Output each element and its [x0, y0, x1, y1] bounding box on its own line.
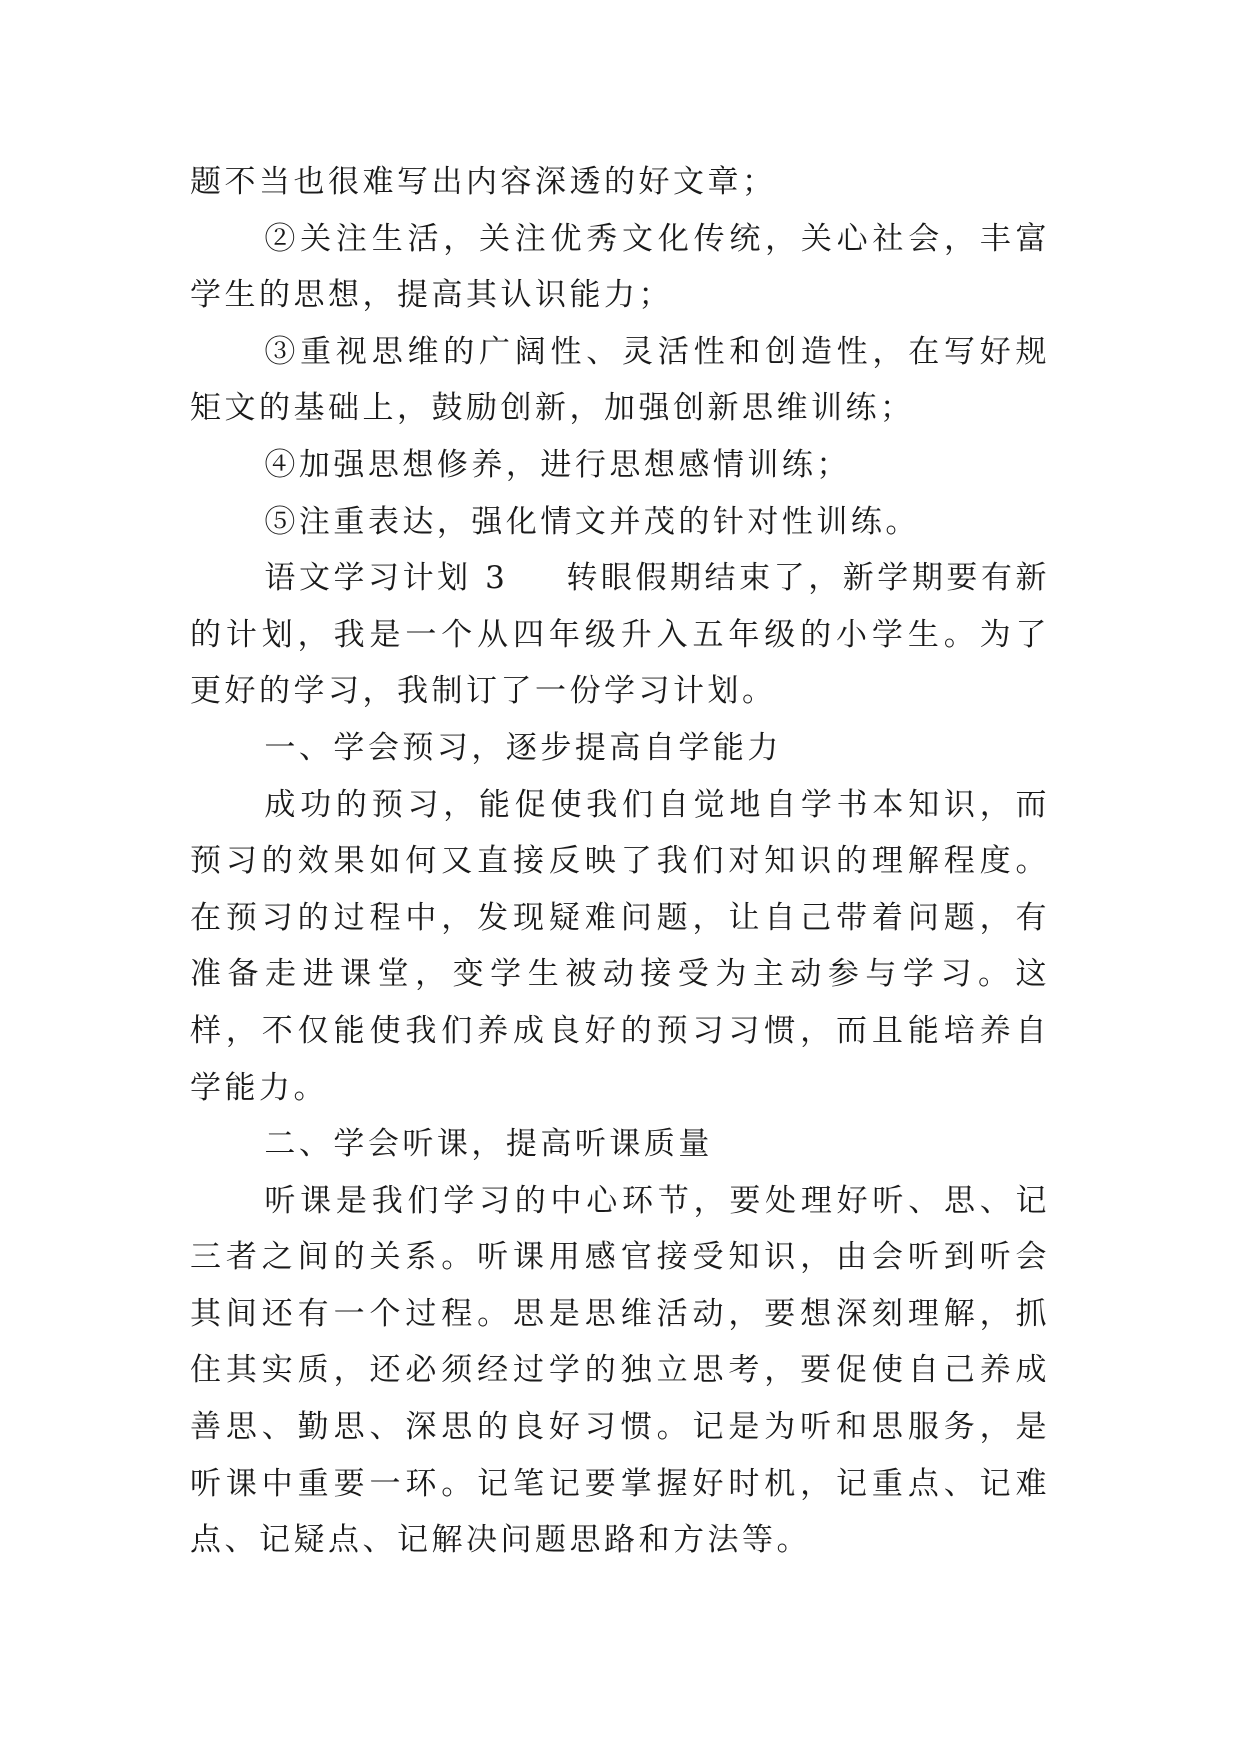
paragraph-2: ②关注生活，关注优秀文化传统，关心社会，丰富学生的思想，提高其认识能力； — [190, 220, 1050, 314]
paragraph-preview: 成功的预习，能促使我们自觉地自学书本知识，而预习的效果如何又直接反映了我们对知识的理解程度。在预习的过程中，发现疑难问题，让自己带着问题，有准备走进课堂，变学生被动接受为主动参与学习。这样，不仅能使我们养成良好的预习习惯，而且能培养自学能力。 — [190, 786, 1050, 1106]
section-title: 语文学习计划 3 — [264, 560, 509, 597]
paragraph-5: ⑤注重表达，强化情文并茂的针对性训练。 — [264, 503, 920, 540]
paragraph-1: 题不当也很难写出内容深透的好文章； — [190, 164, 777, 200]
heading-listening: 二、学会听课，提高听课质量 — [264, 1126, 713, 1163]
heading-preview: 一、学会预习，逐步提高自学能力 — [264, 729, 782, 766]
section-paragraph — [190, 550, 1050, 720]
section-intro: 转眼假期结束了，新学期要有新的计划，我是一个从四年级升入五年级的小学生。为了更好的学习，我制订了一份学习计划。 — [190, 560, 1050, 710]
paragraph-listening: 听课是我们学习的中心环节，要处理好听、思、记三者之间的关系。听课用感官接受知识，由会听到听会其间还有一个过程。思是思维活动，要想深刻理解，抓住其实质，还必须经过学的独立思考，要促使自己养成善思、勤思、深思的良好习惯。记是为听和思服务，是听课中重要一环。记笔记要掌握好时机，记重点、记难点、记疑点、记解决问题思路和方法等。 — [190, 1182, 1050, 1559]
paragraph-3: ③重视思维的广阔性、灵活性和创造性，在写好规矩文的基础上，鼓励创新，加强创新思维训练； — [190, 333, 1050, 427]
paragraph-4: ④加强思想修养，进行思想感情训练； — [264, 446, 851, 483]
document-body — [190, 154, 1050, 1569]
